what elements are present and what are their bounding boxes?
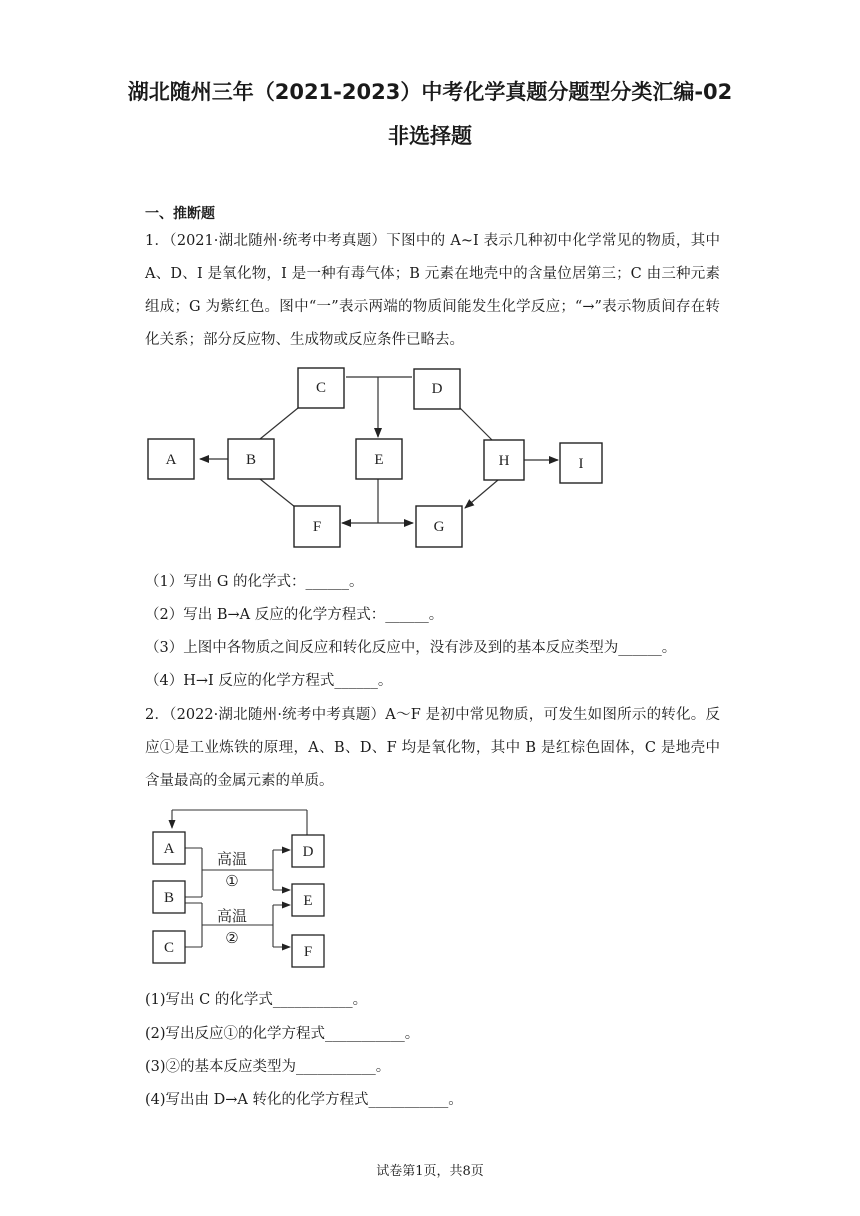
question-1-sub-1: （1）写出 G 的化学式：______。 <box>145 574 364 590</box>
reaction-number-1: ① <box>225 874 239 890</box>
question-1-sub-4: （4）H→I 反应的化学方程式______。 <box>145 673 393 689</box>
condition-2: 高温 <box>216 909 248 925</box>
label-e: E <box>374 452 384 468</box>
page-footer: 试卷第1页，共8页 <box>376 1164 484 1179</box>
label-e2: E <box>303 893 313 909</box>
question-2-sub-1: (1)写出 C 的化学式___________。 <box>145 992 368 1008</box>
label-c: C <box>315 380 327 396</box>
question-1-sub-2: （2）写出 B→A 反应的化学方程式：______。 <box>145 607 444 623</box>
question-2-sub-4: (4)写出由 D→A 转化的化学方程式___________。 <box>145 1092 463 1108</box>
question-1-diagram <box>140 360 620 560</box>
label-f2: F <box>303 944 313 960</box>
document-subtitle: 非选择题 <box>388 124 472 148</box>
section-heading: 一、推断题 <box>145 206 215 222</box>
question-1-stem: 1．（2021·湖北随州·统考中考真题）下图中的 A~I 表示几种初中化学常见的物质，其中 A、D、I 是氧化物，I 是一种有毒气体；B 元素在地壳中的含量位居第三；C 由三种元素组成；G 为紫红色。图中“一”表示两端的物质间能发生化学反应；“→”表示物质间存在转化关系；部分反应物、生成物或反应条件已略去。 <box>145 233 720 348</box>
question-2-sub-3: (3)②的基本反应类型为___________。 <box>145 1059 391 1075</box>
question-2-stem: 2．（2022·湖北随州·统考中考真题）A～F 是初中常见物质，可发生如图所示的转化。反应①是工业炼铁的原理，A、B、D、F 均是氧化物，其中 B 是红棕色固体，C 是地壳中含量最高的金属元素的单质。 <box>145 707 720 789</box>
label-d2: D <box>302 844 314 860</box>
reaction-number-2: ② <box>225 931 239 947</box>
label-c2: C <box>163 940 175 956</box>
label-b: B <box>245 452 257 468</box>
condition-1: 高温 <box>216 852 248 868</box>
document-title: 湖北随州三年（2021-2023）中考化学真题分题型分类汇编-02 <box>127 80 733 104</box>
label-a: A <box>165 452 177 468</box>
question-1-sub-3: （3）上图中各物质之间反应和转化反应中，没有涉及到的基本反应类型为______。 <box>145 640 677 656</box>
label-h: H <box>498 453 510 469</box>
label-a2: A <box>163 841 175 857</box>
label-f: F <box>312 519 322 535</box>
label-b2: B <box>163 890 175 906</box>
question-2-sub-2: (2)写出反应①的化学方程式___________。 <box>145 1026 420 1042</box>
question-2-diagram <box>145 800 345 975</box>
label-i: I <box>578 456 584 472</box>
label-g: G <box>433 519 445 535</box>
label-d: D <box>431 381 443 397</box>
